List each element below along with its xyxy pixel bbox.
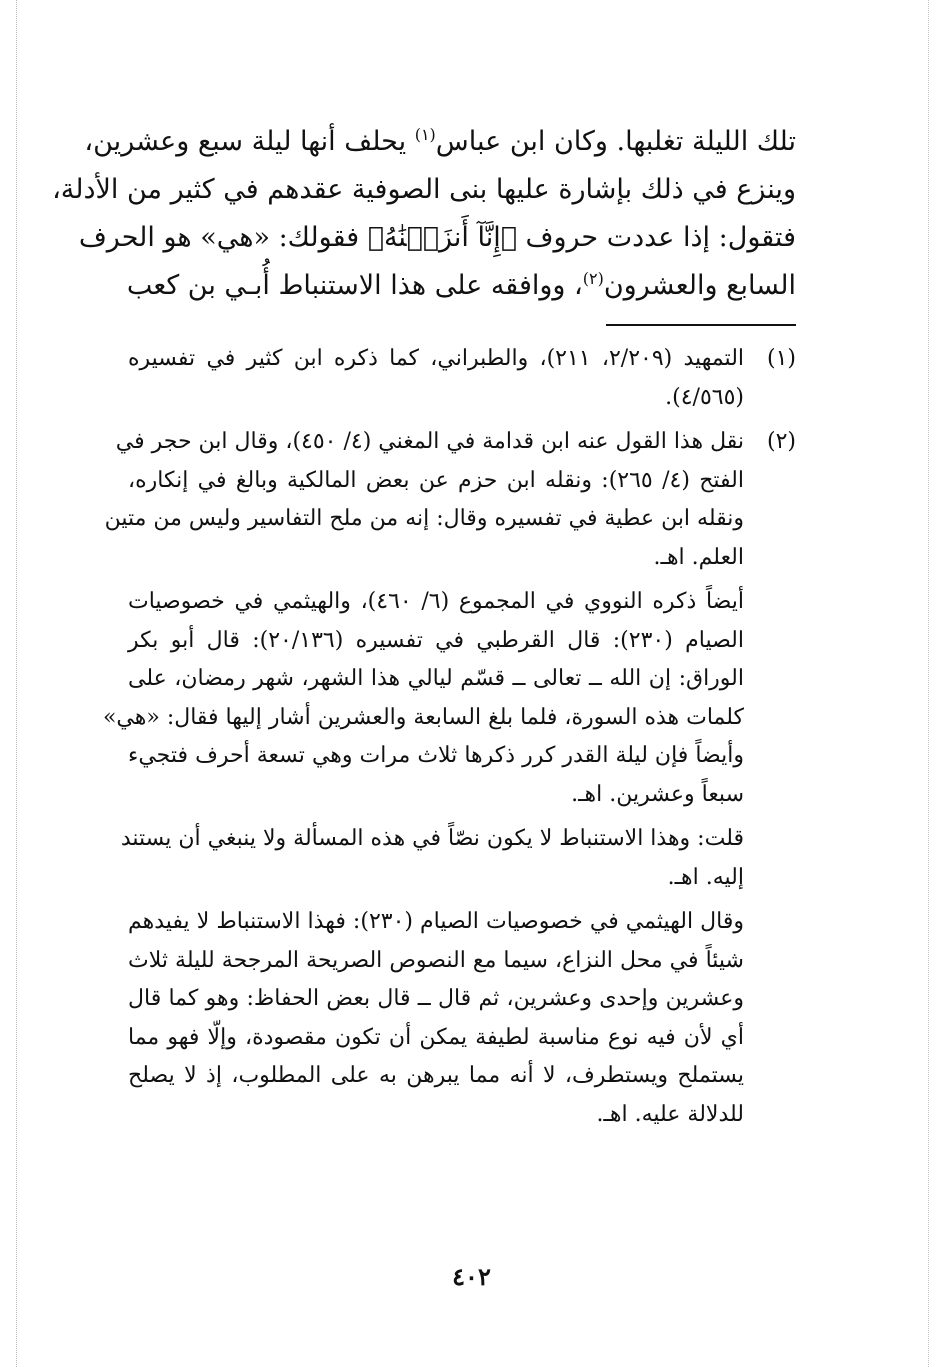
footnote-2-p4-line-1: وقال الهيثمي في خصوصيات الصيام (٢٣٠): فهذا الاستنباط لا يفيدهم	[128, 909, 744, 934]
footnote-separator	[606, 324, 796, 326]
footnote-2-p1-line-3: ونقله ابن عطية في تفسيره وقال: إنه من ملح التفاسير وليس من متين	[104, 506, 744, 531]
scan-edge-left	[16, 0, 17, 1367]
footnote-1	[128, 340, 796, 417]
footnote-2-p3-line-1: قلت: وهذا الاستنباط لا يكون نصّاً في هذه المسألة ولا ينبغي أن يستند	[120, 826, 744, 851]
main-line-4: السابع والعشرون$^{(٢)}$، ووافقه على هذا الاستنباط أُبـي بن كعب	[126, 269, 796, 301]
footnote-number-1: (١)	[766, 346, 796, 371]
footnote-2-p4-line-5: يستملح ويستطرف، لا أنه مما يبرهن به على المطلوب، إذ لا يصلح	[128, 1063, 744, 1088]
page-number: ٤٠٢	[452, 1262, 491, 1291]
footnote-2-p4-line-3: وعشرين وإحدى وعشرين، ثم قال ــ قال بعض الحفاظ: وهو كما قال	[128, 986, 744, 1011]
main-line-2: وينزع في ذلك بإشارة عليها بنى الصوفية عقدهم في كثير من الأدلة،	[52, 174, 796, 205]
footnote-2-p1-line-4: العلم. اهـ.	[653, 544, 744, 570]
footnote-2-p4-line-4: أي لأن فيه نوع مناسبة لطيفة يمكن أن تكون مقصودة، وإلّا فهو مما	[128, 1024, 744, 1050]
footnote-2-p3-line-2: إليه. اهـ.	[667, 864, 744, 890]
footnote-2-p4-line-2: شيئاً في محل النزاع، سيما مع النصوص الصريحة المرجحة لليلة ثلاث	[128, 947, 744, 973]
footnotes	[102, 340, 796, 1134]
main-line-3: فتقول: إذا عددت حروف ﴿إِنَّآ أَنزَلۡنَٰهُ﴾ فقولك: «هي» هو الحرف	[78, 222, 796, 253]
main-line-1: تلك الليلة تغلبها. وكان ابن عباس$^{(١)}$ يحلف أنها ليلة سبع وعشرين،	[84, 125, 796, 157]
footnote-1-line-2: (٤/٥٦٥).	[665, 384, 744, 410]
footnote-2-p4-line-6: للدلالة عليه. اهـ.	[596, 1101, 744, 1127]
footnote-ref-1[interactable]: (١)	[414, 125, 436, 144]
footnote-2-p1-line-1: نقل هذا القول عنه ابن قدامة في المغني (٤/ ٤٥٠)، وقال ابن حجر في	[115, 429, 744, 454]
footnote-1-line-1: التمهيد (٢/٢٠٩، ٢١١)، والطبراني، كما ذكره ابن كثير في تفسيره	[128, 346, 745, 371]
footnote-2-p2-line-5: وأيضاً فإن ليلة القدر كرر ذكرها ثلاث مرات وهي تسعة أحرف فتجيء	[128, 743, 744, 768]
footnote-2-p2-line-1: أيضاً ذكره النووي في المجموع (٦/ ٤٦٠)، والهيثمي في خصوصيات	[128, 589, 744, 614]
scan-edge-right	[928, 0, 929, 1367]
footnote-2	[102, 423, 796, 1134]
footnote-2-p1-line-2: الفتح (٤/ ٢٦٥): ونقله ابن حزم عن بعض المالكية وبالغ في إنكاره،	[128, 467, 744, 493]
footnote-2-paragraph-1	[104, 423, 744, 577]
book-page	[52, 118, 796, 1140]
footnote-2-paragraph-4	[128, 903, 744, 1134]
footnote-2-paragraph-2	[102, 583, 744, 814]
footnote-ref-2[interactable]: (٢)	[582, 269, 604, 288]
footnote-2-paragraph-3	[120, 820, 744, 897]
footnote-number-2: (٢)	[766, 429, 796, 454]
main-text	[52, 118, 796, 310]
footnote-2-p2-line-4: كلمات هذه السورة، فلما بلغ السابعة والعشرين أشار إليها فقال: «هي»	[102, 704, 744, 730]
footnote-2-p2-line-6: سبعاً وعشرين. اهـ.	[571, 781, 744, 807]
footnote-2-p2-line-3: الوراق: إن الله ــ تعالى ــ قسّم ليالي هذا الشهر، شهر رمضان، على	[128, 666, 744, 691]
footnote-2-p2-line-2: الصيام (٢٣٠): قال القرطبي في تفسيره (٢٠/١٣٦): قال أبو بكر	[128, 627, 744, 653]
